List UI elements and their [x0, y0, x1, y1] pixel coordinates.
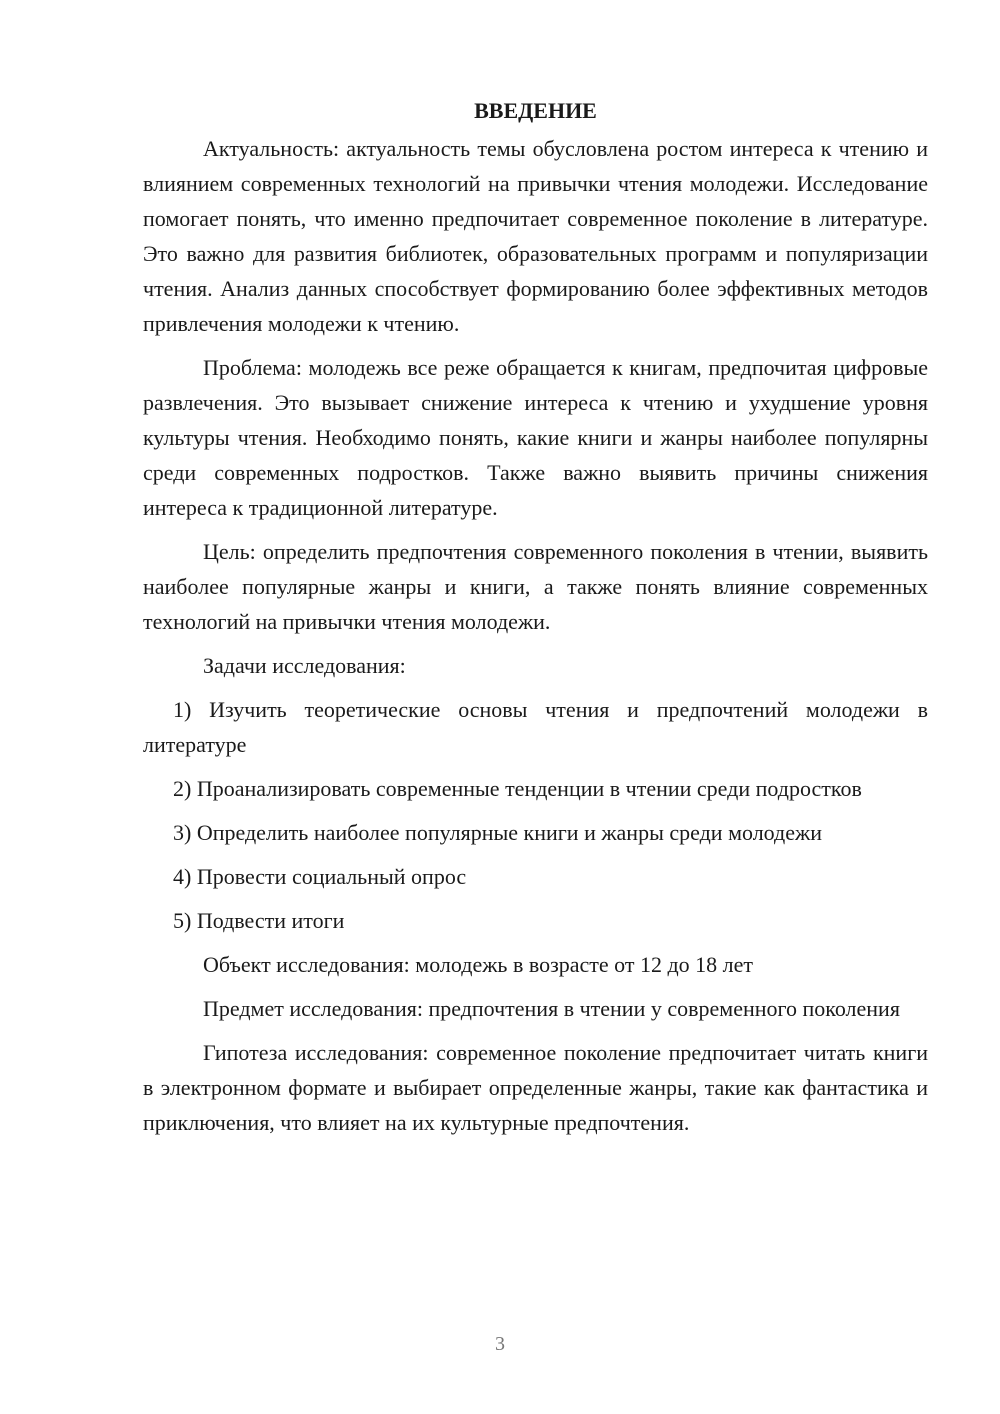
goal-paragraph: Цель: определить предпочтения современного поколения в чтении, выявить наиболее популярные жанры и книги, а также понять влияние современных технологий на привычки чтения молодежи.	[143, 539, 928, 634]
task-item-3: 3) Определить наиболее популярные книги и жанры среди молодежи	[173, 820, 822, 845]
tasks-heading: Задачи исследования:	[203, 653, 406, 678]
task-item-4: 4) Провести социальный опрос	[173, 864, 467, 889]
problem-paragraph: Проблема: молодежь все реже обращается к книгам, предпочитая цифровые развлечения. Это вызывает снижение интереса к чтению и ухудшение уровня культуры чтения. Необходимо понять, какие книги и жанры наиболее популярны среди современных подростков. Также важно выявить причины снижения интереса к традиционной литературе.	[143, 355, 928, 520]
section-title: ВВЕДЕНИЕ	[474, 98, 597, 123]
task-item-2: 2) Проанализировать современные тенденции в чтении среди подростков	[173, 776, 862, 801]
document-page	[143, 96, 928, 1149]
hypothesis-paragraph: Гипотеза исследования: современное поколение предпочитает читать книги в электронном формате и выбирает определенные жанры, такие как фантастика и приключения, что влияет на их культурные предпочтения.	[143, 1040, 928, 1135]
object-paragraph: Объект исследования: молодежь в возрасте от 12 до 18 лет	[203, 952, 754, 977]
task-item-1: 1) Изучить теоретические основы чтения и предпочтений молодежи в литературе	[143, 697, 928, 757]
relevance-paragraph: Актуальность: актуальность темы обусловлена ростом интереса к чтению и влиянием современных технологий на привычки чтения молодежи. Исследование помогает понять, что именно предпочитает современное поколение в литературе. Это важно для развития библиотек, образовательных программ и популяризации чтения. Анализ данных способствует формированию более эффективных методов привлечения молодежи к чтению.	[143, 136, 928, 336]
page-number: 3	[495, 1333, 505, 1355]
task-item-5: 5) Подвести итоги	[173, 908, 345, 933]
subject-paragraph: Предмет исследования: предпочтения в чтении у современного поколения	[203, 996, 900, 1021]
